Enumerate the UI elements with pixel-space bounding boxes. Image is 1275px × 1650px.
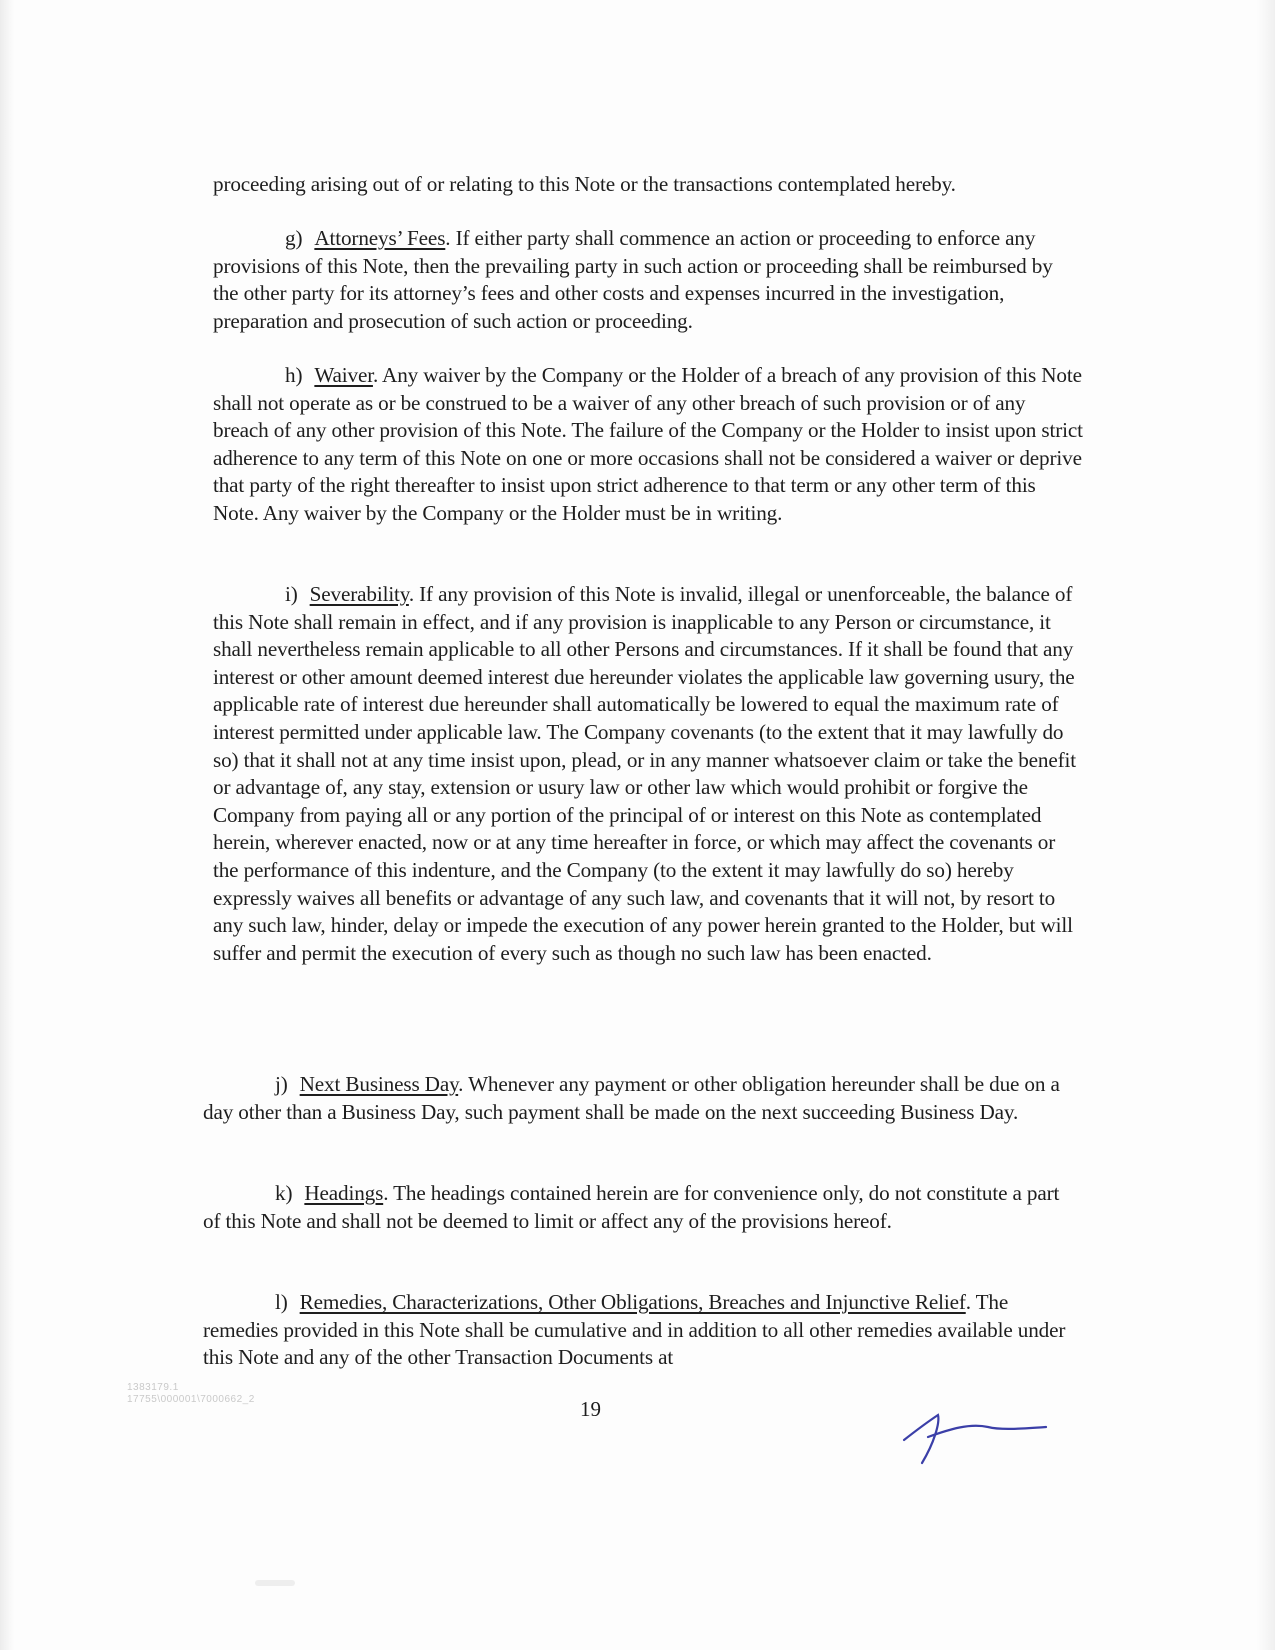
section-text: . The headings contained herein are for convenience only, do not constitute a part of this Note and shall not be deemed to limit or affect any of the provisions hereof. [203, 1181, 1060, 1233]
section-label: i) [285, 582, 298, 606]
scan-artifact [255, 1580, 295, 1586]
section-k-headings [203, 1180, 1073, 1235]
section-text: . Any waiver by the Company or the Holder of a breach of any provision of this Note shall not operate as or be construed to be a waiver of any other breach of such provision or of any breach of any other provision of this Note. The failure of the Company or the Holder to insist upon strict adherence to any term of this Note on one or more occasions shall not be considered a waiver or deprive that party of the right thereafter to insist upon strict adherence to that term or any other term of this Note. Any waiver by the Company or the Holder must be in writing. [213, 363, 1083, 525]
section-heading: Remedies, Characterizations, Other Obligations, Breaches and Injunctive Relief [299, 1290, 966, 1314]
section-g-attorneys-fees [213, 225, 1083, 335]
initials-signature-icon [900, 1405, 1050, 1465]
section-label: j) [275, 1072, 288, 1096]
section-heading: Next Business Day [299, 1072, 459, 1096]
section-text: . If any provision of this Note is invalid, illegal or unenforceable, the balance of this Note shall remain in effect, and if any provision is inapplicable to any Person or circumstance, it shall nevertheless remain applicable to all other Persons and circumstances. If it shall be found that any interest or other amount deemed interest due hereunder violates the applicable law governing usury, the applicable rate of interest due hereunder shall automatically be lowered to equal the maximum rate of interest permitted under applicable law. The Company covenants (to the extent that it may lawfully do so) that it shall not at any time insist upon, plead, or in any manner whatsoever claim or take the benefit or advantage of, any stay, extension or usury law or other law which would prohibit or forgive the Company from paying all or any portion of the principal of or interest on this Note as contemplated herein, wherever enacted, now or at any time hereafter in force, or which may affect the covenants or the performance of this indenture, and the Company (to the extent it may lawfully do so) hereby expressly waives all benefits or advantage of any such law, and covenants that it will not, by resort to any such law, hinder, delay or impede the execution of any power herein granted to the Holder, but will suffer and permit the execution of every such as though no such law has been enacted. [213, 582, 1076, 965]
section-heading: Waiver [314, 363, 373, 387]
section-heading: Severability [309, 582, 409, 606]
document-id-footer [127, 1382, 255, 1406]
section-label: g) [285, 226, 303, 250]
section-j-next-business-day [203, 1071, 1073, 1126]
section-label: k) [275, 1181, 293, 1205]
section-heading: Attorneys’ Fees [314, 226, 446, 250]
section-text: . Whenever any payment or other obligation hereunder shall be due on a day other than a Business Day, such payment shall be made on the next succeeding Business Day. [203, 1072, 1060, 1124]
section-text: . If either party shall commence an action or proceeding to enforce any provisions of this Note, then the prevailing party in such action or proceeding shall be reimbursed by the other party for its attorney’s fees and other costs and expenses incurred in the investigation, preparation and prosecution of such action or proceeding. [213, 226, 1053, 333]
section-text: . The remedies provided in this Note shall be cumulative and in addition to all other remedies available under this Note and any of the other Transaction Documents at [203, 1290, 1066, 1370]
continued-paragraph: proceeding arising out of or relating to this Note or the transactions contemplated hereby. [213, 172, 956, 196]
document-id-line-1: 1383179.1 [127, 1382, 179, 1393]
section-h-waiver [213, 362, 1083, 528]
page-edge-left [0, 0, 14, 1650]
page-edge-right [1257, 0, 1275, 1650]
section-heading: Headings [304, 1181, 384, 1205]
section-i-severability [213, 581, 1083, 967]
section-l-remedies [203, 1289, 1073, 1372]
section-label: h) [285, 363, 303, 387]
section-label: l) [275, 1290, 288, 1314]
page-number: 19 [580, 1397, 601, 1421]
document-id-line-2: 17755\000001\7000662_2 [127, 1394, 255, 1405]
